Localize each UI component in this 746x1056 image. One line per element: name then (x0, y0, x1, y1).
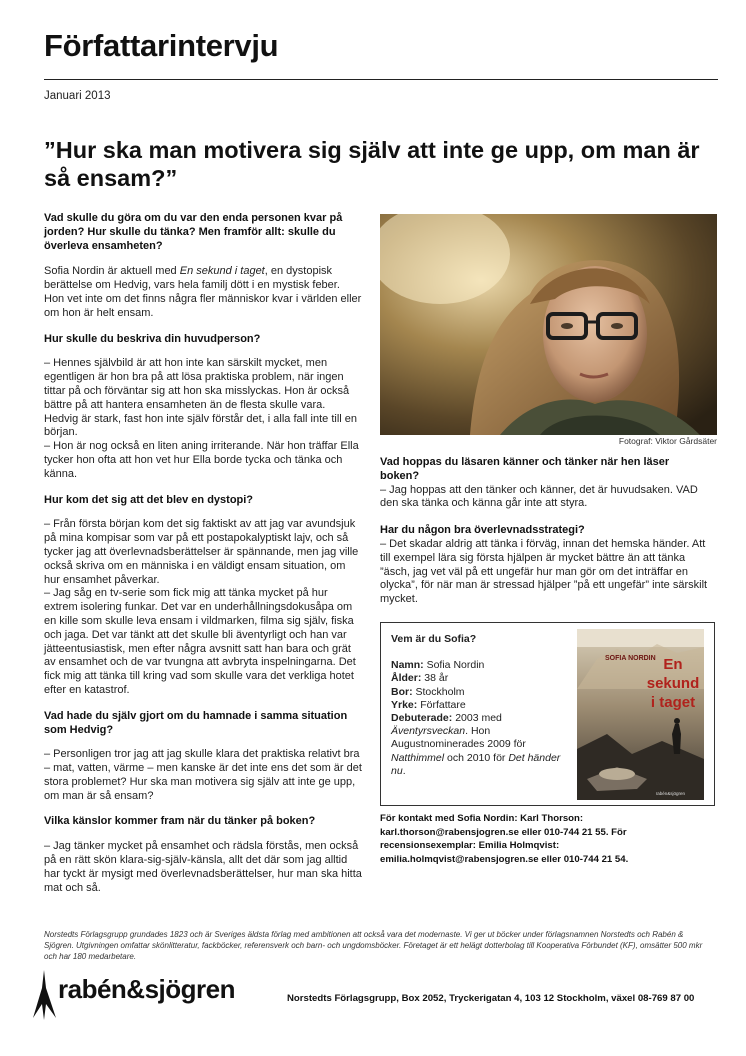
question: Vad hoppas du läsaren känner och tänker när hen läser boken? (380, 456, 670, 482)
contact-info: För kontakt med Sofia Nordin: Karl Thorson: karl.thorson@rabensjogren.se eller 010-744 21 55. För recensionsexemplar: Emilia Holmqvist: emilia.holmqvist@rabensjogren.se eller 010-744 21 54. (380, 813, 629, 865)
question: Hur kom det sig att det blev en dystopi? (44, 493, 254, 506)
answer: – Personligen tror jag att jag skulle klara det praktiska relativt bra – mat, vatten, värme – men kanske är det inte ens det som är det stora problemet? Hur ska man motivera sig själv att inte ge upp, om man är så ensam? (44, 748, 362, 802)
debut-info: Debuterade: 2003 med Äventyrsveckan. Hon Augustnominerades 2009 för Natthimmel och 2010 för Det händer nu. (391, 712, 561, 777)
header-divider (44, 79, 718, 80)
publication-date: Januari 2013 (44, 90, 111, 102)
headline: ”Hur ska man motivera sig själv att inte ge upp, om man är så ensam?” (44, 137, 700, 191)
answer: – Det skadar aldrig att tänka i förväg, innan det hemska händer. Att till exempel lära sig första hjälpen är mycket bättre än att tänka ”äsch, jag vet väl på ett ungefär hur man gör om det inträffar en olycka”, för när man är stressad hjälper ”på ett ungefär” inte särskilt mycket. (380, 537, 708, 606)
book-title-line2: sekund (646, 675, 700, 692)
publisher-logo (32, 970, 262, 1020)
question: Har du någon bra överlevnadsstrategi? (380, 524, 585, 537)
intro-question: Vad skulle du göra om du var den enda personen kvar på jorden? Hur skulle du tänka? Men framför allt: skulle du överleva ensamheten? (44, 212, 343, 252)
right-column (380, 456, 710, 618)
fact-row: Namn: Sofia Nordin (391, 659, 485, 672)
author-photo (380, 214, 717, 435)
answer: – Jag hoppas att den tänker och känner, det är huvudsaken. VAD den ska tänka och känna går inte att styra. (380, 483, 698, 510)
answer: – Från första början kom det sig faktiskt av att jag var avundsjuk på mina kompisar som var på ett postapokalyptiskt lajv, och så tycker jag att överlevnadsberättelser är spännande, men jag ville också skriva om en människa i en väldigt ensam situation, om hur ensamhet påverkar. – Jag såg en tv-serie som fick mig att tänka mycket på hur extrem isolering funkar. Det var en underhållningsdokusåpa om en kille som skulle leva ensam i vildmarken, filma sig själv, fiska och jaga. Det var tänkt att det skulle bli äventyrligt och han var jätteentusiastisk, men efter några avsnitt satt han bara och grät av ensamhet och de var tvungna att avbryta inspelningarna. Det fick mig att tänka till kring vad som skulle vara det verkliga hotet efter en katastrof. (44, 518, 359, 696)
book-publisher: rabén&sjögren (655, 791, 685, 796)
book-title-line1: En (663, 656, 683, 673)
book-cover (577, 629, 704, 800)
publisher-about: Norstedts Förlagsgrupp grundades 1823 och är Sveriges äldsta förlag med ambitionen att också vara det modernaste. Vi ger ut böcker under förlagsnamnen Norstedts och Rabén & Sjögren. Utgivningen omfattar skönlitteratur, fackböcker, referensverk och barn- och ungdomsböcker. Företaget är ett helägt dotterbolag till Kooperativa Förbundet (KF), omsätter 500 mkr och har 180 medarbetare. (44, 930, 703, 961)
logo-text: rabén&sjögren (58, 974, 235, 1004)
photo-credit: Fotograf: Viktor Gårdsäter (618, 436, 717, 446)
author-facts (391, 633, 571, 778)
page-title: Författarintervju (44, 28, 279, 63)
book-title-line3: i taget (650, 694, 696, 711)
intro-text: Sofia Nordin är aktuell med En sekund i taget, en dystopisk berättelse om Hedvig, vars hela familj dött i en mystisk feber. Hon vet inte om det finns några fler människor kvar i världen eller om hon är helt ensam. (44, 265, 362, 319)
book-title: En sekund i taget (179, 265, 265, 278)
fact-row: Ålder: 38 år (391, 672, 449, 685)
question: Vad hade du själv gjort om du hamnade i samma situation som Hedvig? (44, 709, 348, 736)
author-info-box (380, 622, 715, 806)
left-column (44, 212, 362, 906)
answer: – Hennes självbild är att hon inte kan särskilt mycket, men egentligen är hon bra på att lösa praktiska problem, när ingen tittar på och förväntar sig att hon ska misslyckas. Hon är också bättre på att hantera ensamheten än de flesta skulle vara. Hedvig är stark, fast hon inte själv förstår det, i alla fall inte till en början. – Hon är nog också en liten aning irriterande. När hon träffar Ella tycker hon ofta att hon vet hur Ella borde tycka och tänka och känna. (44, 357, 359, 480)
question: Hur skulle du beskriva din huvudperson? (44, 332, 261, 345)
logo-mark-icon (32, 970, 58, 1020)
question: Vilka känslor kommer fram när du tänker på boken? (44, 815, 316, 828)
book-author: SOFIA NORDIN (605, 655, 656, 662)
publisher-address: Norstedts Förlagsgrupp, Box 2052, Tryckerigatan 4, 103 12 Stockholm, växel 08-769 87 00 (287, 993, 695, 1004)
infobox-heading: Vem är du Sofia? (391, 633, 477, 645)
fact-row: Bor: Stockholm (391, 685, 465, 698)
fact-row: Yrke: Författare (391, 698, 466, 711)
answer: – Jag tänker mycket på ensamhet och rädsla förstås, men också på en rätt skön klara-sig-själv-känsla, allt det där som jag alltid har tyckt är mysigt med överlevnadsberättelser, hur man ska hitta mat och så. (44, 840, 362, 894)
